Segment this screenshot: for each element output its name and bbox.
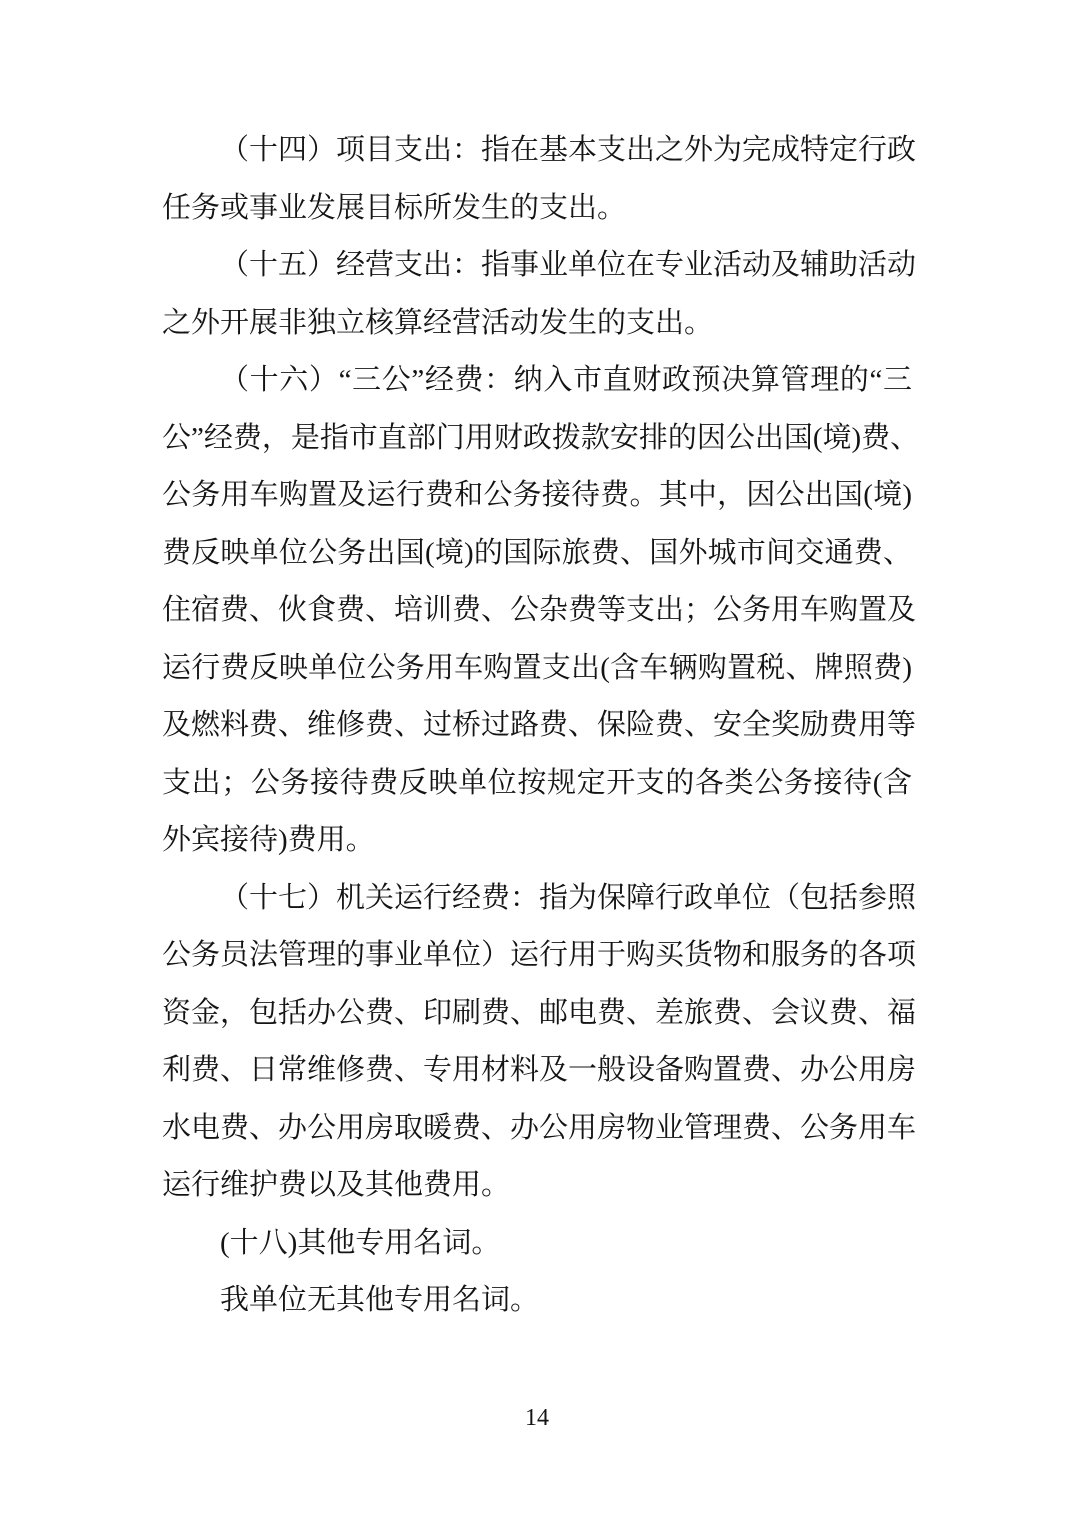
text-line: 费反映单位公务出国(境)的国际旅费、国外城市间交通费、: [162, 536, 912, 569]
paragraph-15-operating-expenditure: [162, 237, 917, 352]
text-line: 水电费、办公用房取暖费、办公用房物业管理费、公务用车: [162, 1111, 917, 1144]
text-line: 公务用车购置及运行费和公务接待费。其中，因公出国(境): [162, 479, 912, 511]
page-number: 14: [525, 1405, 549, 1431]
text-line: 我单位无其他专用名词。: [220, 1284, 540, 1316]
text-line: （十七）机关运行经费：指为保障行政单位（包括参照: [220, 881, 917, 914]
paragraph-16-three-public-funds: [162, 352, 920, 870]
text-line: 公”经费，是指市直部门用财政拨款安排的因公出国(境)费、: [162, 421, 920, 454]
text-line: 支出；公务接待费反映单位按规定开支的各类公务接待(含: [162, 766, 912, 799]
text-line: 任务或事业发展目标所发生的支出。: [162, 191, 627, 224]
text-line: 住宿费、伙食费、培训费、公杂费等支出；公务用车购置及: [162, 594, 917, 626]
text-line: 运行费反映单位公务用车购置支出(含车辆购置税、牌照费): [162, 651, 912, 684]
text-line: 公务员法管理的事业单位）运行用于购买货物和服务的各项: [162, 939, 917, 971]
text-line: 外宾接待)费用。: [162, 824, 375, 856]
text-line: （十四）项目支出：指在基本支出之外为完成特定行政: [220, 134, 917, 166]
text-line: 利费、日常维修费、专用材料及一般设备购置费、办公用房: [162, 1054, 917, 1086]
text-line: （十五）经营支出：指事业单位在专业活动及辅助活动: [220, 249, 917, 281]
text-line: （十六）“三公”经费：纳入市直财政预决算管理的“三: [220, 364, 912, 396]
text-line: (十八)其他专用名词。: [220, 1226, 501, 1259]
text-line: 之外开展非独立核算经营活动发生的支出。: [162, 306, 714, 339]
paragraph-18-other-terms: [162, 1215, 912, 1273]
text-line: 及燃料费、维修费、过桥过路费、保险费、安全奖励费用等: [162, 709, 917, 741]
paragraph-17-agency-operating-funds: [162, 870, 917, 1215]
page-body-text: [162, 122, 920, 1330]
paragraph-14-project-expenditure: [162, 122, 917, 237]
text-line: 资金，包括办公费、印刷费、邮电费、差旅费、会议费、福: [162, 996, 917, 1029]
text-line: 运行维护费以及其他费用。: [162, 1169, 511, 1201]
paragraph-19-no-other-terms: [162, 1272, 912, 1330]
